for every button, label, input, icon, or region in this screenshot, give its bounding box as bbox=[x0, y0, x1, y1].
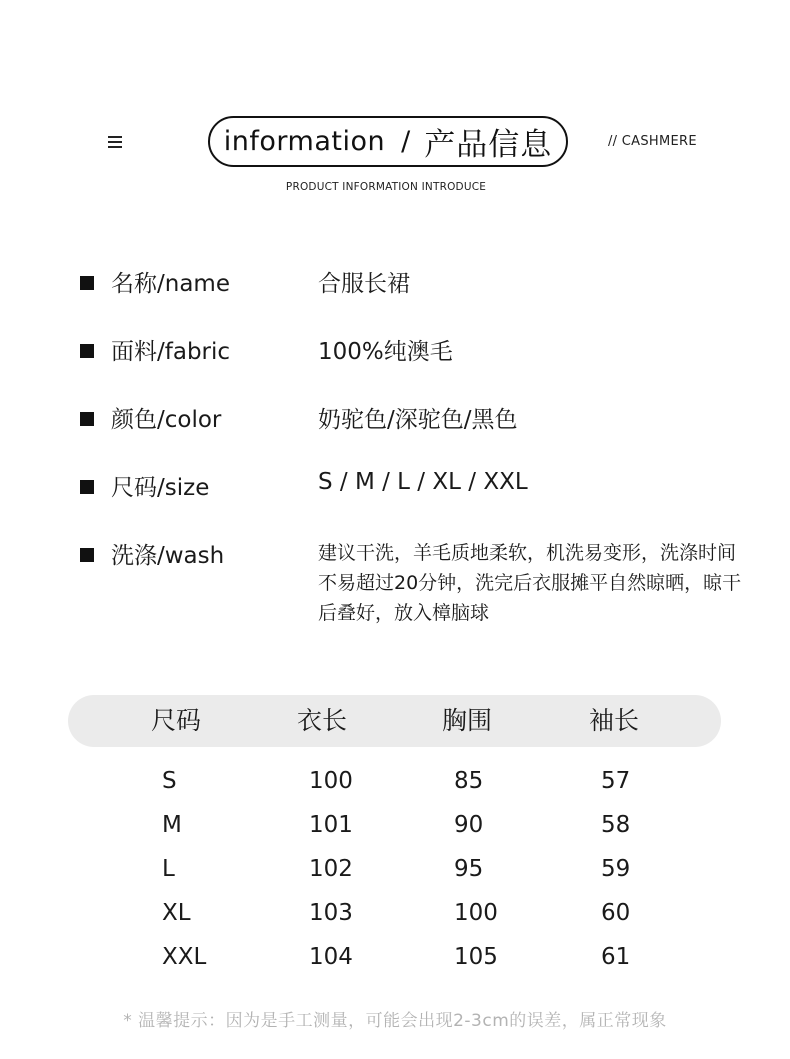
table-header-cell: 衣长 bbox=[296, 706, 347, 735]
table-cell: 101 bbox=[309, 812, 353, 838]
table-cell: 104 bbox=[309, 944, 353, 970]
spec-value: 100%纯澳毛 bbox=[318, 339, 453, 365]
table-cell: S bbox=[162, 768, 177, 794]
bullet-square-icon bbox=[80, 276, 94, 290]
title-chinese: 产品信息 bbox=[424, 127, 553, 163]
menu-icon[interactable] bbox=[108, 136, 122, 148]
title-pill bbox=[208, 116, 568, 167]
bullet-square-icon bbox=[80, 480, 94, 494]
spec-label: 尺码/size bbox=[111, 475, 210, 501]
table-header-cell: 胸围 bbox=[441, 706, 492, 735]
table-cell: 61 bbox=[601, 944, 631, 970]
table-cell: 100 bbox=[454, 900, 498, 926]
table-cell: L bbox=[162, 856, 175, 882]
menu-icon-bar bbox=[108, 146, 122, 148]
title-separator: / bbox=[401, 126, 411, 157]
spec-value: S / M / L / XL / XXL bbox=[318, 469, 528, 495]
table-cell: 90 bbox=[454, 812, 484, 838]
table-cell: 105 bbox=[454, 944, 498, 970]
table-cell: 102 bbox=[309, 856, 353, 882]
table-cell: M bbox=[162, 812, 182, 838]
table-cell: XXL bbox=[162, 944, 207, 970]
size-table-header bbox=[68, 695, 721, 747]
title-english: information bbox=[223, 126, 386, 157]
table-header-cell: 尺码 bbox=[150, 706, 201, 735]
table-cell: 58 bbox=[601, 812, 631, 838]
measurement-note: * 温馨提示：因为是手工测量，可能会出现2-3cm的误差，属正常现象 bbox=[123, 1011, 667, 1031]
bullet-square-icon bbox=[80, 412, 94, 426]
table-cell: 103 bbox=[309, 900, 353, 926]
spec-value-wash: 建议干洗，羊毛质地柔软，机洗易变形，洗涤时间不易超过20分钟，洗完后衣服摊平自然晾晒，晾干后叠好，放入樟脑球 bbox=[318, 542, 742, 624]
spec-label: 面料/fabric bbox=[111, 339, 231, 365]
bullet-square-icon bbox=[80, 344, 94, 358]
table-cell: 95 bbox=[454, 856, 484, 882]
spec-value: 奶驼色/深驼色/黑色 bbox=[318, 407, 518, 433]
table-cell: 60 bbox=[601, 900, 631, 926]
menu-icon-bar bbox=[108, 141, 122, 143]
table-cell: 100 bbox=[309, 768, 353, 794]
bullet-square-icon bbox=[80, 548, 94, 562]
spec-value: 合服长裙 bbox=[318, 271, 410, 297]
menu-icon-bar bbox=[108, 136, 122, 138]
table-cell: XL bbox=[162, 900, 191, 926]
spec-label: 洗涤/wash bbox=[111, 543, 225, 569]
brand-tag: // CASHMERE bbox=[608, 134, 697, 149]
spec-label: 名称/name bbox=[111, 271, 230, 297]
table-header-cell: 袖长 bbox=[588, 706, 639, 735]
table-cell: 85 bbox=[454, 768, 484, 794]
spec-label: 颜色/color bbox=[111, 407, 222, 433]
page-subtitle: PRODUCT INFORMATION INTRODUCE bbox=[285, 181, 487, 193]
table-cell: 59 bbox=[601, 856, 631, 882]
table-cell: 57 bbox=[601, 768, 631, 794]
